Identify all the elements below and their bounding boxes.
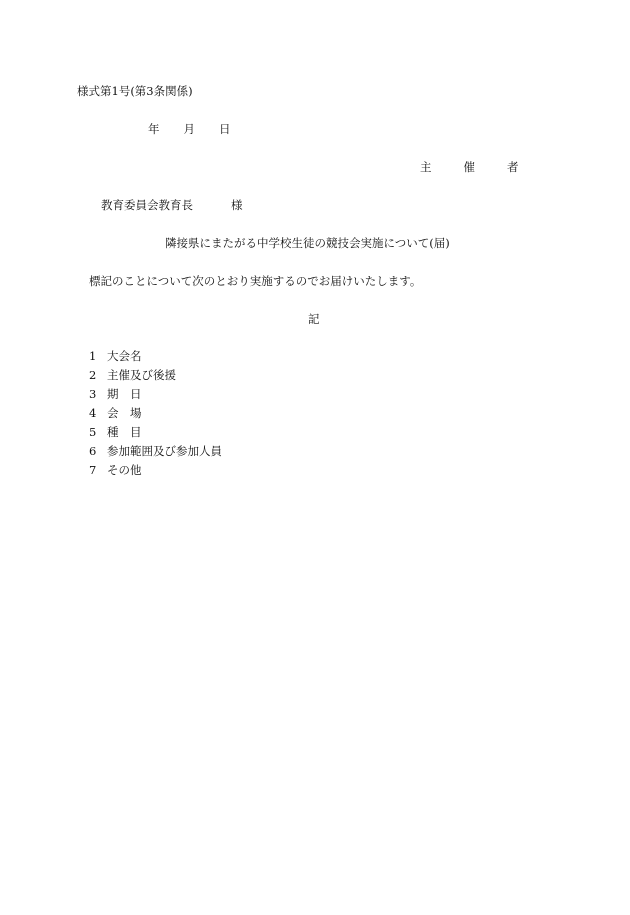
item-number: 3 <box>89 387 97 401</box>
item-label: 参加範囲及び参加人員 <box>107 444 222 458</box>
list-item <box>89 465 222 484</box>
item-label: 種 目 <box>107 425 142 439</box>
ki-heading: 記 <box>308 312 320 326</box>
item-label: 大会名 <box>107 349 142 363</box>
item-label: 期 日 <box>107 387 142 401</box>
addressee <box>101 200 243 212</box>
item-label: 会 場 <box>107 406 142 420</box>
item-number: 5 <box>89 425 97 439</box>
form-number: 様式第1号(第3条関係) <box>77 84 193 98</box>
date-month-label: 月 <box>183 122 195 136</box>
organizer-char: 催 <box>463 160 475 174</box>
document-title: 隣接県にまたがる中学校生徒の競技会実施について(届) <box>165 236 450 250</box>
date-year-label: 年 <box>148 122 160 136</box>
item-number: 4 <box>89 406 97 420</box>
item-number: 7 <box>89 463 97 477</box>
item-number: 6 <box>89 444 97 458</box>
organizer-char: 主 <box>420 160 432 174</box>
item-label: その他 <box>107 463 142 477</box>
item-list <box>89 351 222 484</box>
item-number: 1 <box>89 349 97 363</box>
addressee-honorific: 様 <box>231 198 243 212</box>
item-label: 主催及び後援 <box>107 368 176 382</box>
intro-paragraph: 標記のことについて次のとおり実施するのでお届けいたします。 <box>89 274 422 288</box>
organizer-char: 者 <box>507 160 519 174</box>
organizer-label <box>420 162 519 174</box>
item-number: 2 <box>89 368 97 382</box>
date-line <box>148 124 231 136</box>
date-day-label: 日 <box>219 122 231 136</box>
addressee-name: 教育委員会教育長 <box>101 198 193 212</box>
